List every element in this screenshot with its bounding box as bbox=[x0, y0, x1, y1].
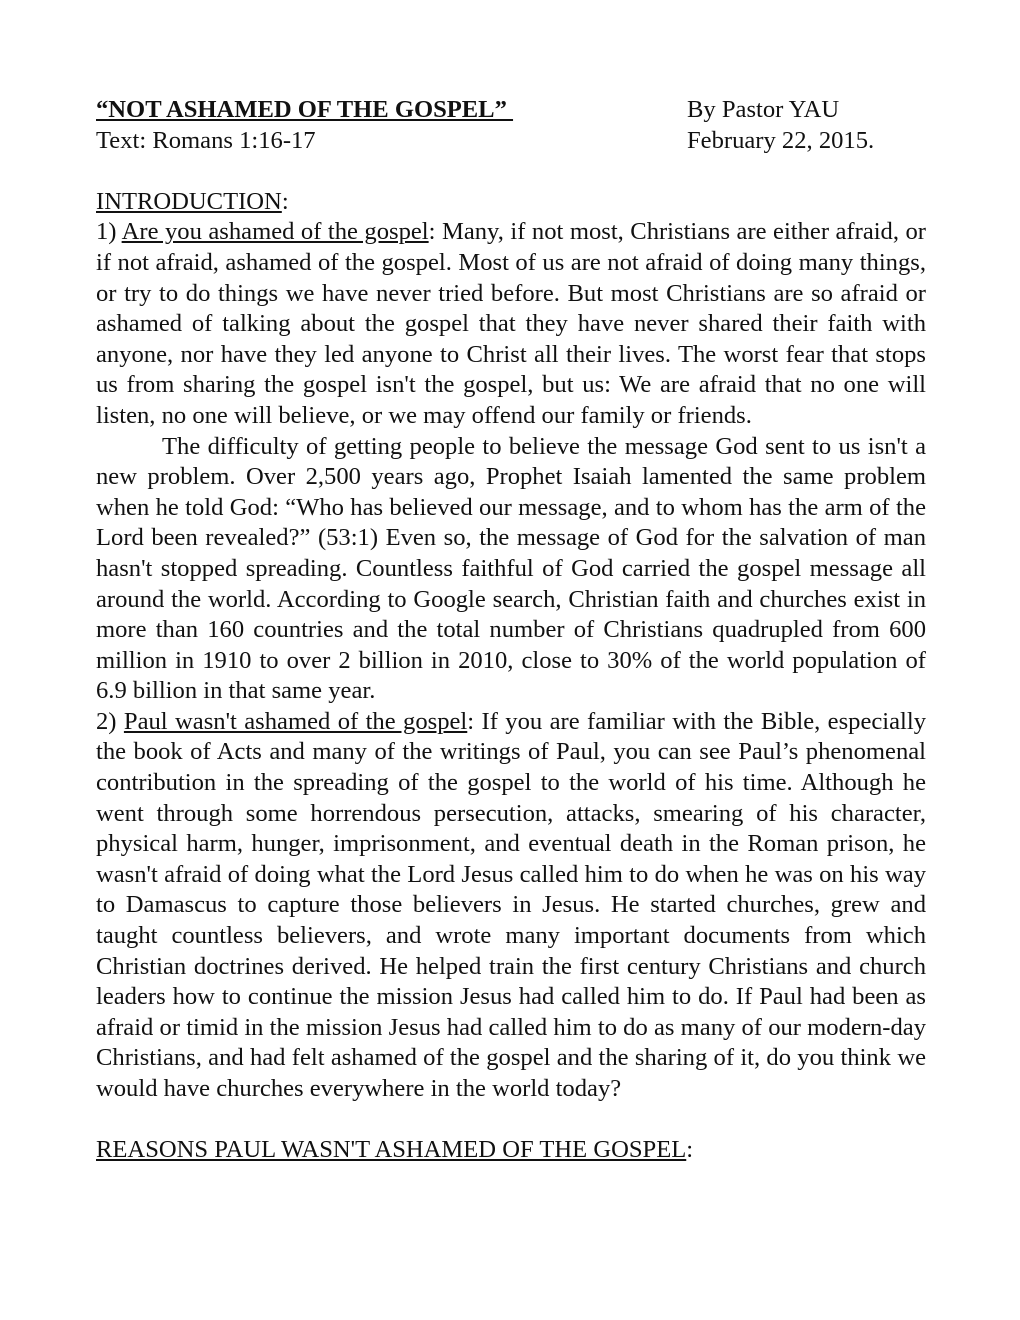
paragraph-1-number: 1) bbox=[96, 218, 122, 246]
paragraph-3 bbox=[96, 707, 926, 1105]
paragraph-1 bbox=[96, 217, 926, 431]
spacer bbox=[96, 1105, 926, 1136]
header-row-2 bbox=[96, 126, 926, 157]
scripture-reference: Text: Romans 1:16-17 bbox=[96, 126, 316, 154]
paragraph-1-body: : Many, if not most, Christians are either afraid, or if not afraid, ashamed of the gospel. Most of us are not afraid of doing many things, or try to do things we have never tried before. But most Christians are so afraid or ashamed of talking about the gospel that they have never shared their faith with anyone, nor have they led anyone to Christ all their lives. The worst fear that stops us from sharing the gospel isn't the gospel, but us: We are afraid that no one will listen, no one will believe, or we may offend our family or friends. bbox=[96, 218, 926, 429]
paragraph-3-number: 2) bbox=[96, 707, 124, 735]
reasons-heading-colon: : bbox=[686, 1136, 694, 1164]
reasons-heading bbox=[96, 1135, 926, 1166]
spacer bbox=[96, 156, 926, 187]
paragraph-3-lead: Paul wasn't ashamed of the gospel bbox=[123, 707, 468, 735]
sermon-date: February 22, 2015. bbox=[687, 126, 875, 154]
header-row-1 bbox=[96, 95, 926, 126]
document-page bbox=[96, 95, 926, 1166]
introduction-heading-text: INTRODUCTION bbox=[96, 187, 282, 215]
paragraph-3-body: : If you are familiar with the Bible, especially the book of Acts and many of the writings of Paul, you can see Paul’s phenomenal contribution in the spreading of the gospel to the world of his time. Although he went through some horrendous persecution, attacks, smearing of his character, physical harm, hunger, imprisonment, and eventual death in the Roman prison, he wasn't afraid of doing what the Lord Jesus called him to do when he was on his way to Damascus to capture those believers in Jesus. He started churches, grew and taught countless believers, and wrote many important documents from which Christian doctrines derived. He helped train the first century Christians and church leaders how to continue the mission Jesus had called him to do. If Paul had been as afraid or timid in the mission Jesus had called him to do as many of our modern-day Christians, and had felt ashamed of the gospel and the sharing of it, do you think we would have churches everywhere in the world today? bbox=[96, 707, 927, 1102]
introduction-heading bbox=[96, 187, 926, 218]
introduction-heading-colon: : bbox=[281, 187, 289, 215]
author-line: By Pastor YAU bbox=[687, 96, 840, 123]
paragraph-1-lead: Are you ashamed of the gospel bbox=[121, 218, 429, 246]
reasons-heading-text: REASONS PAUL WASN'T ASHAMED OF THE GOSPEL bbox=[96, 1136, 687, 1164]
sermon-title: “NOT ASHAMED OF THE GOSPEL” bbox=[96, 96, 514, 123]
paragraph-2: The difficulty of getting people to believe the message God sent to us isn't a new problem. Over 2,500 years ago, Prophet Isaiah lamented the same problem when he told God: “Who has believed our message, and to whom has the arm of the Lord been revealed?” (53:1) Even so, the message of God for the salvation of man hasn't stopped spreading. Countless faithful of God carried the gospel message all around the world. According to Google search, Christian faith and churches exist in more than 160 countries and the total number of Christians quadrupled from 600 million in 1910 to over 2 billion in 2010, close to 30% of the world population of 6.9 billion in that same year. bbox=[96, 432, 926, 705]
